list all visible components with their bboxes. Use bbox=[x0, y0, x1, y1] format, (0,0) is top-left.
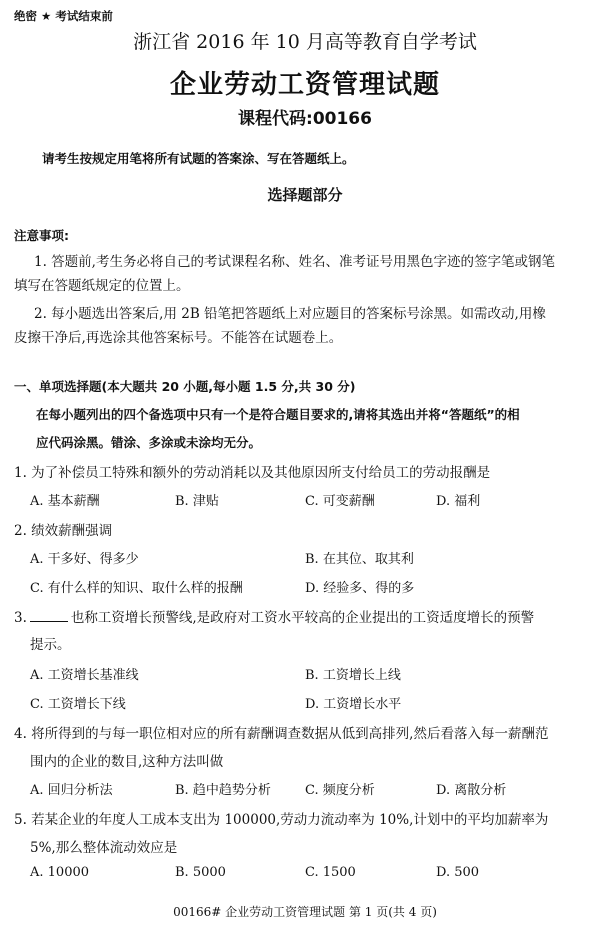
note-2-line-1: 2. 每小题选出答案后,用 2B 铅笔把答题纸上对应题目的答案标号涂黑。如需改动,用橡 bbox=[34, 306, 546, 322]
question-1-option-d: D. 福利 bbox=[436, 494, 481, 509]
question-2-option-a: A. 干多好、得多少 bbox=[30, 552, 139, 567]
part-one-heading: 一、单项选择题(本大题共 20 小题,每小题 1.5 分,共 30 分) bbox=[14, 379, 356, 394]
question-3-stem-line-2: 提示。 bbox=[30, 637, 71, 653]
page-footer: 00166# 企业劳动工资管理试题 第 1 页(共 4 页) bbox=[173, 905, 437, 919]
question-3-blank bbox=[30, 609, 68, 622]
note-1-line-1: 1. 答题前,考生务必将自己的考试课程名称、姓名、准考证号用黑色字迹的签字笔或钢笔 bbox=[34, 254, 555, 270]
question-2-stem: 2. 绩效薪酬强调 bbox=[14, 523, 113, 539]
question-4-option-b: B. 趋中趋势分析 bbox=[175, 783, 271, 798]
question-2-option-d: D. 经验多、得的多 bbox=[305, 581, 415, 596]
question-2-option-b: B. 在其位、取其利 bbox=[305, 552, 414, 567]
question-3-option-c: C. 工资增长下线 bbox=[30, 697, 126, 712]
course-code: 课程代码:00166 bbox=[238, 109, 372, 129]
question-3-stem bbox=[14, 606, 534, 626]
question-3-option-b: B. 工资增长上线 bbox=[305, 668, 401, 683]
question-5-stem-line-1: 5. 若某企业的年度人工成本支出为 100000,劳动力流动率为 10%,计划中的平均加薪率为 bbox=[14, 812, 549, 828]
answer-instruction: 请考生按规定用笔将所有试题的答案涂、写在答题纸上。 bbox=[42, 151, 355, 166]
section-title: 选择题部分 bbox=[267, 186, 343, 204]
question-3-stem-text: 也称工资增长预警线,是政府对工资水平较高的企业提出的工资适度增长的预警 bbox=[70, 610, 535, 626]
question-5-option-c: C. 1500 bbox=[305, 865, 356, 880]
question-3-option-a: A. 工资增长基准线 bbox=[30, 668, 139, 683]
part-one-instruction-line-2: 应代码涂黑。错涂、多涂或未涂均无分。 bbox=[36, 435, 262, 450]
notes-heading: 注意事项: bbox=[14, 228, 69, 243]
question-5-option-b: B. 5000 bbox=[175, 865, 226, 880]
part-one-instruction-line-1: 在每小题列出的四个备选项中只有一个是符合题目要求的,请将其选出并将“答题纸”的相 bbox=[36, 407, 520, 422]
question-3-option-d: D. 工资增长水平 bbox=[305, 697, 402, 712]
question-5-option-d: D. 500 bbox=[436, 865, 480, 880]
note-1-line-2: 填写在答题纸规定的位置上。 bbox=[14, 278, 190, 294]
question-3-number: 3. bbox=[14, 610, 27, 626]
question-1-stem: 1. 为了补偿员工特殊和额外的劳动消耗以及其他原因所支付给员工的劳动报酬是 bbox=[14, 465, 491, 481]
question-1-option-c: C. 可变薪酬 bbox=[305, 494, 375, 509]
question-2-option-c: C. 有什么样的知识、取什么样的报酬 bbox=[30, 581, 243, 596]
note-2-line-2: 皮擦干净后,再选涂其他答案标号。不能答在试题卷上。 bbox=[14, 330, 343, 346]
question-4-option-d: D. 离散分析 bbox=[436, 783, 507, 798]
question-4-option-c: C. 频度分析 bbox=[305, 783, 375, 798]
confidential-mark: 绝密 ★ 考试结束前 bbox=[14, 9, 113, 23]
question-5-option-a: A. 10000 bbox=[30, 865, 90, 880]
subject-title: 企业劳动工资管理试题 bbox=[169, 70, 440, 100]
question-4-stem-line-2: 围内的企业的数目,这种方法叫做 bbox=[30, 754, 224, 770]
question-1-option-a: A. 基本薪酬 bbox=[30, 494, 100, 509]
question-4-stem-line-1: 4. 将所得到的与每一职位相对应的所有薪酬调查数据从低到高排列,然后看落入每一薪酬范 bbox=[14, 726, 549, 742]
exam-title: 浙江省 2016 年 10 月高等教育自学考试 bbox=[133, 31, 477, 53]
question-4-option-a: A. 回归分析法 bbox=[30, 783, 113, 798]
question-5-stem-line-2: 5%,那么整体流动效应是 bbox=[30, 840, 178, 856]
question-1-option-b: B. 津贴 bbox=[175, 494, 219, 509]
